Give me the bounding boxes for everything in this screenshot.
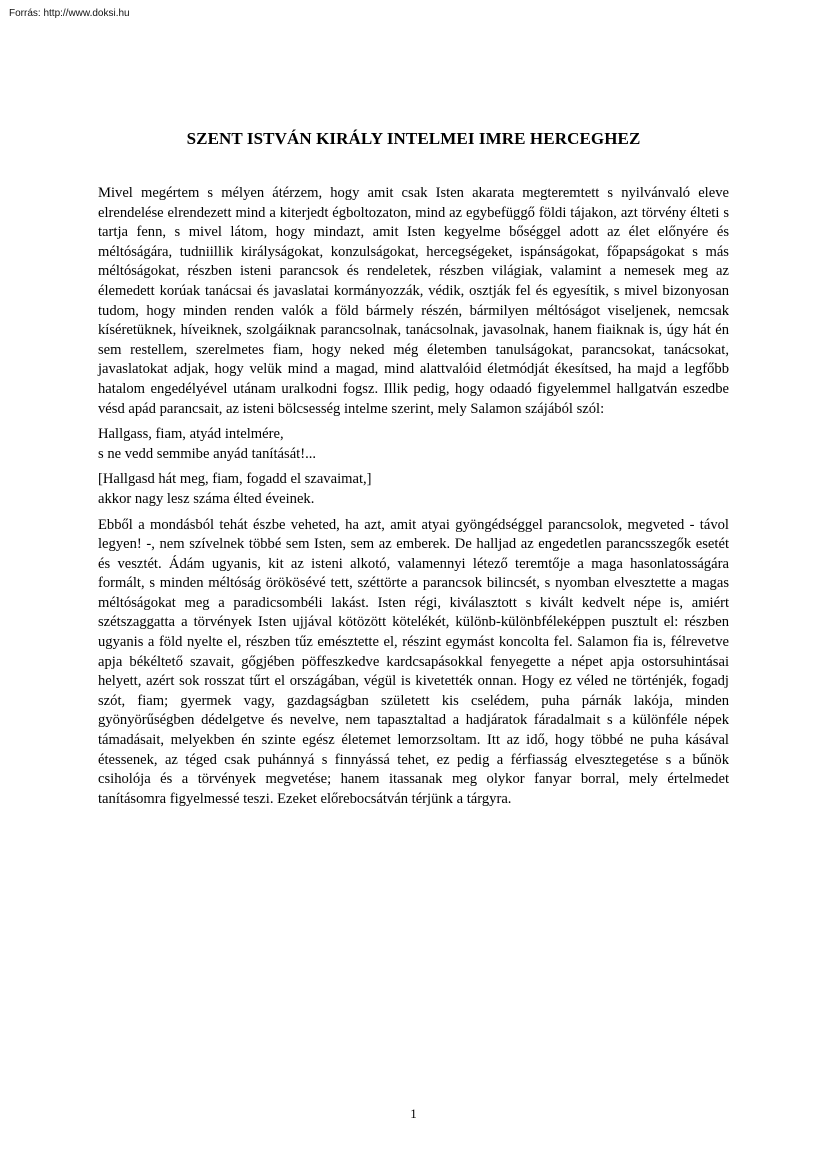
verse-quote-1: [98, 425, 729, 464]
paragraph-main: Ebből a mondásból tehát észbe veheted, ha azt, amit atyai gyöngédséggel parancsolok, megveted - távol legyen! -, nem szívelnek többé sem Isten, sem az emberek. De halljad az engedetlen parancsszegők esetét és vesztét. Ádám ugyanis, kit az isteni alkotó, valamennyi létező teremtője a maga hasonlatosságára formált, s minden méltóság örökösévé tett, széttörte a parancsok bilincsét, s nyomban elvesztette a magas méltóságokat meg a paradicsombéli lakást. Isten régi, kiválasztott s kivált kedvelt népe is, amiért szétszaggatta a törvények Isten ujjával kötözött kötelékét, különb-különbféleképpen pusztult el: részben ugyanis a föld nyelte el, részben tűz emésztette el, részint egymást koncolta fel. Salamon fia is, félrevetve apja békéltető szavait, gőgjében pöffeszkedve kardcsapásokkal fenyegette a népet apja ostorsuhintásai helyett, azért sok rosszat tűrt el országában, végül is kivetették onnan. Hogy ez véled ne történjék, fogadj szót, fiam; gyermek vagy, gazdagságban született kis cselédem, puha párnák lakója, minden gyönyörűségben dédelgetve és nevelve, nem tapasztaltad a hadjáratok fáradalmait s a különféle népek támadásait, melyekben én szinte egész életemet lemorzsoltam. Itt az idő, hogy többé ne puha kásával étessenek, az téged csak puhánnyá s finnyássá tehet, ez pedig a férfiasság elvesztegetése s a bűnök csiholója és a törvények megvetése; hanem itassanak meg olykor fanyar borral, mely értelmedet tanításomra figyelmessé teszi. Ezeket előrebocsátván térjünk a tárgyra.: [98, 516, 729, 807]
verse-line: akkor nagy lesz száma élted éveinek.: [98, 490, 315, 507]
paragraph-intro: Mivel megértem s mélyen átérzem, hogy amit csak Isten akarata megteremtett s nyilvánvaló eleve elrendelése elrendezett mind a kiterjedt égboltozaton, mind az egybefüggő földi tájakon, azt törvény élteti s tartja fenn, s mivel látom, hogy mindazt, amit Isten kegyelme bőséggel adott az élet előnyére és méltóságára, tudniillik királyságokat, konzulságokat, hercegségeket, ispánságokat, főpapságokat s más méltóságokat, részben isteni parancsok és rendeletek, részben világiak, valamint a nemesek meg az élemedett korúak tanácsai és javaslatai kormányozzák, védik, osztják fel és egyesítik, s mivel bizonyosan tudom, hogy minden renden valók a föld bármely részén, bármilyen méltóságot viseljenek, nemcsak kíséretüknek, híveiknek, szolgáiknak parancsolnak, tanácsolnak, javasolnak, hanem fiaiknak is, úgy hát én sem restellem, szerelmetes fiam, hogy neked még életemben tanulságokat, parancsokat, tanácsokat, javaslatokat adjak, hogy velük mind a magad, mind alattvalóid életmódját ékesítsed, ha majd a legfőbb hatalom engedélyével utánam uralkodni fogsz. Illik pedig, hogy odaadó figyelemmel hallgatván eszedbe vésd apád parancsait, az isteni bölcsesség intelme szerint, mely Salamon szájából szól:: [98, 185, 729, 417]
document-title: SZENT ISTVÁN KIRÁLY INTELMEI IMRE HERCEGHEZ: [186, 129, 641, 148]
page-number: 1: [410, 1106, 417, 1121]
verse-line: Hallgass, fiam, atyád intelmére,: [98, 426, 284, 443]
source-note: Forrás: http://www.doksi.hu: [9, 8, 130, 19]
verse-line: s ne vedd semmibe anyád tanítását!...: [98, 445, 317, 462]
verse-line: [Hallgasd hát meg, fiam, fogadd el szavaimat,]: [98, 471, 372, 488]
document-body: [98, 184, 729, 815]
verse-quote-2: [98, 470, 729, 509]
